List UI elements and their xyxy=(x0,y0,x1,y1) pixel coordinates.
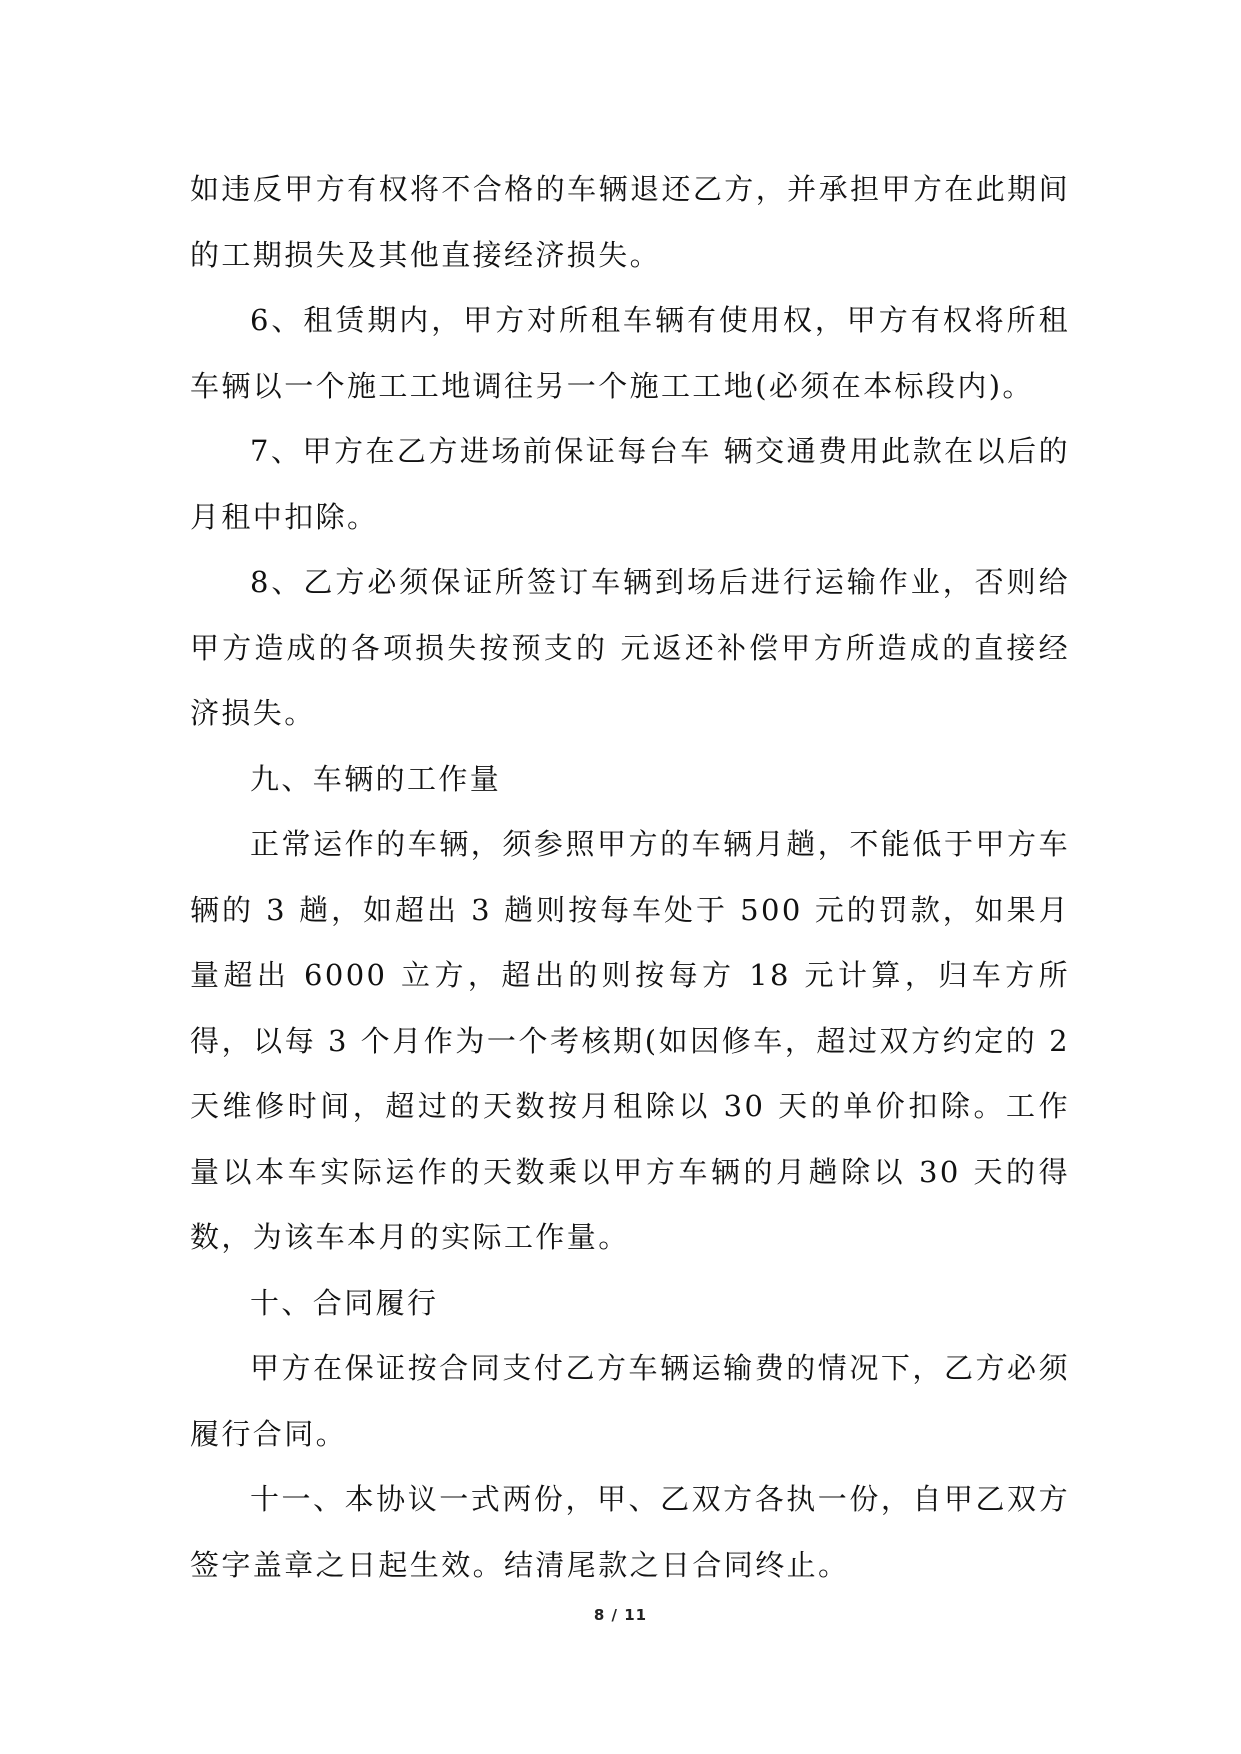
page-number: 8 / 11 xyxy=(593,1606,648,1624)
paragraph-contract-performance: 甲方在保证按合同支付乙方车辆运输费的情况下，乙方必须履行合同。 xyxy=(190,1351,1070,1451)
paragraph-clause-7: 7、甲方在乙方进场前保证每台车 辆交通费用此款在以后的月租中扣除。 xyxy=(190,434,1070,534)
document-body xyxy=(190,157,1070,1598)
section-heading-workload: 九、车辆的工作量 xyxy=(250,761,502,796)
paragraph-clause-8: 8、乙方必须保证所签订车辆到场后进行运输作业，否则给甲方造成的各项损失按预支的 元返还补偿甲方所造成的直接经济损失。 xyxy=(190,565,1070,730)
paragraph-workload: 正常运作的车辆，须参照甲方的车辆月趟，不能低于甲方车辆的 3 趟，如超出 3 趟则按每车处于 500 元的罚款，如果月量超出 6000 立方，超出的则按每方 18 元计算，归车方所得，以每 3 个月作为一个考核期(如因修车，超过双方约定的 2 天维修时间，超过的天数按月租除以 30 天的单价扣除。工作量以本车实际运作的天数乘以甲方车辆的月趟除以 30 天的得数，为该车本月的实际工作量。 xyxy=(190,827,1070,1254)
paragraph-clause-6: 6、租赁期内，甲方对所租车辆有使用权，甲方有权将所租车辆以一个施工工地调往另一个施工工地(必须在本标段内)。 xyxy=(190,303,1070,403)
paragraph-violation-clause: 如违反甲方有权将不合格的车辆退还乙方，并承担甲方在此期间的工期损失及其他直接经济损失。 xyxy=(190,172,1070,272)
paragraph-clause-11: 十一、本协议一式两份，甲、乙双方各执一份，自甲乙双方签字盖章之日起生效。结清尾款之日合同终止。 xyxy=(190,1482,1070,1582)
section-heading-contract-performance: 十、合同履行 xyxy=(250,1285,439,1320)
